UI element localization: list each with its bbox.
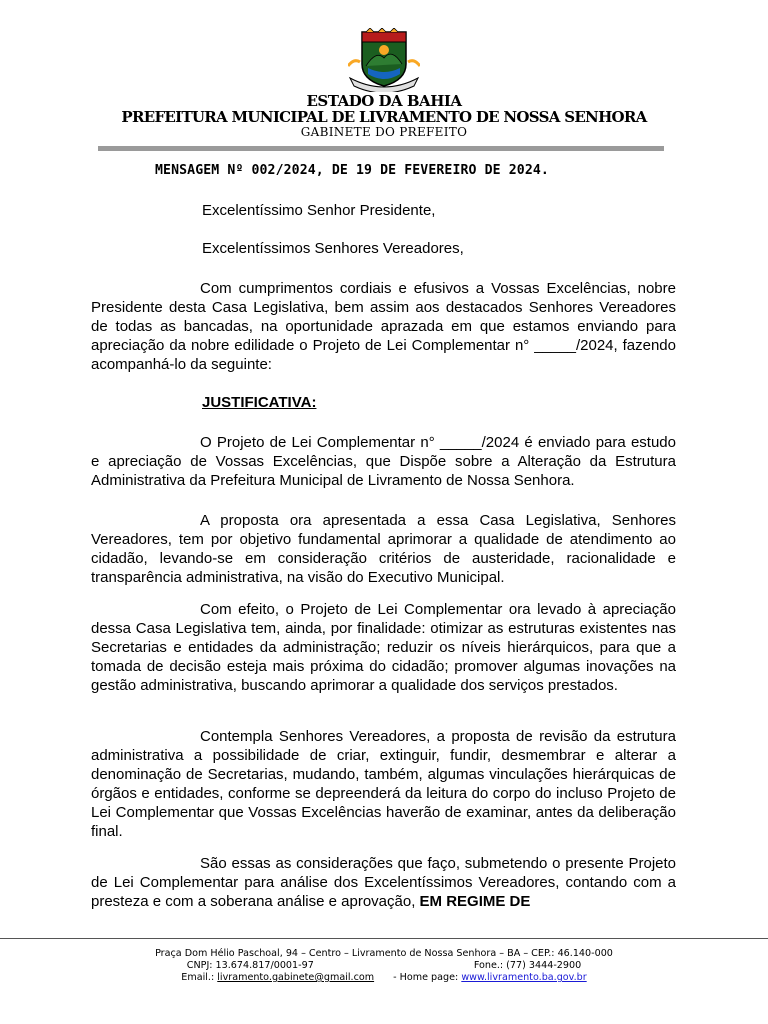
paragraph-3: Com efeito, o Projeto de Lei Complementar ora levado à apreciação dessa Casa Legislativa tem, ainda, por finalidade: otimizar as estruturas existentes nas Secretarias e entidades da administração; reduzir os níveis hierárquicos, para que a tomada de decisão esteja mais próxima do cidadão; promover algumas inovações na gestão administrativa, buscando aprimorar a qualidade dos serviços prestados. — [91, 601, 676, 694]
footer-links-line — [0, 972, 768, 983]
prefecture-heading: PREFEITURA MUNICIPAL DE LIVRAMENTO DE NOSSA SENHORA — [121, 108, 647, 126]
paragraph-1: O Projeto de Lei Complementar n° _____/2024 é enviado para estudo e apreciação de Vossas Excelências, que Dispõe sobre a Alteração da Estrutura Administrativa da Prefeitura Municipal de Livramento de Nossa Senhora. — [91, 434, 676, 489]
closing-paragraph — [91, 854, 676, 911]
municipal-crest-icon — [348, 28, 420, 92]
state-heading: ESTADO DA BAHIA — [306, 92, 462, 110]
footer-cnpj: CNPJ: 13.674.817/0001-97 — [186, 960, 314, 971]
justification-heading: JUSTIFICATIVA: — [202, 394, 317, 411]
paragraph-2: A proposta ora apresentada a essa Casa Legislativa, Senhores Vereadores, tem por objetivo fundamental aprimorar a qualidade de atendimento ao cidadão, levando-se em consideração critérios de austeridade, racionalidade e transparência administrativa, na visão do Executivo Municipal. — [91, 512, 676, 586]
footer-homepage-link[interactable]: www.livramento.ba.gov.br — [461, 972, 587, 983]
footer-contact-line — [0, 960, 768, 971]
salutation-councillors: Excelentíssimos Senhores Vereadores, — [202, 240, 464, 257]
office-heading: GABINETE DO PREFEITO — [300, 125, 468, 139]
header-divider — [98, 146, 664, 151]
message-title: MENSAGEM Nº 002/2024, DE 19 DE FEVEREIRO DE 2024. — [155, 163, 549, 178]
footer-home-label: - Home page: — [393, 972, 459, 983]
closing-bold-text: EM REGIME DE — [419, 893, 531, 910]
footer-email-link[interactable]: livramento.gabinete@gmail.com — [217, 972, 375, 983]
salutation-president: Excelentíssimo Senhor Presidente, — [202, 202, 436, 219]
closing-text: São essas as considerações que faço, submetendo o presente Projeto de Lei Complementar para análise dos Excelentíssimos Vereadores, contando com a presteza e com a soberana análise e aprovação, — [91, 855, 676, 910]
footer-email-label: Email.: — [181, 972, 215, 983]
paragraph-4: Contempla Senhores Vereadores, a proposta de revisão da estrutura administrativa a possibilidade de criar, extinguir, fundir, desmembrar e alterar a denominação de Secretarias, mudando, também, algumas vinculações hierárquicas de órgãos e entidades, conforme se depreenderá da leitura do corpo do incluso Projeto de Lei Complementar que Vossas Excelências haverão de examinar, antes da deliberação final. — [91, 728, 676, 840]
footer-address: Praça Dom Hélio Paschoal, 94 – Centro – Livramento de Nossa Senhora – BA – CEP.: 46.140-000 — [155, 948, 613, 959]
footer-phone: Fone.: (77) 3444-2900 — [473, 960, 582, 971]
footer-divider — [0, 938, 768, 939]
intro-paragraph: Com cumprimentos cordiais e efusivos a Vossas Excelências, nobre Presidente desta Casa Legislativa, bem assim aos destacados Senhores Vereadores de todas as bancadas, na oportunidade aprazada em que estamos enviando para apreciação da nobre edilidade o Projeto de Lei Complementar n° _____/2024, fazendo acompanhá-lo da seguinte: — [91, 280, 676, 373]
